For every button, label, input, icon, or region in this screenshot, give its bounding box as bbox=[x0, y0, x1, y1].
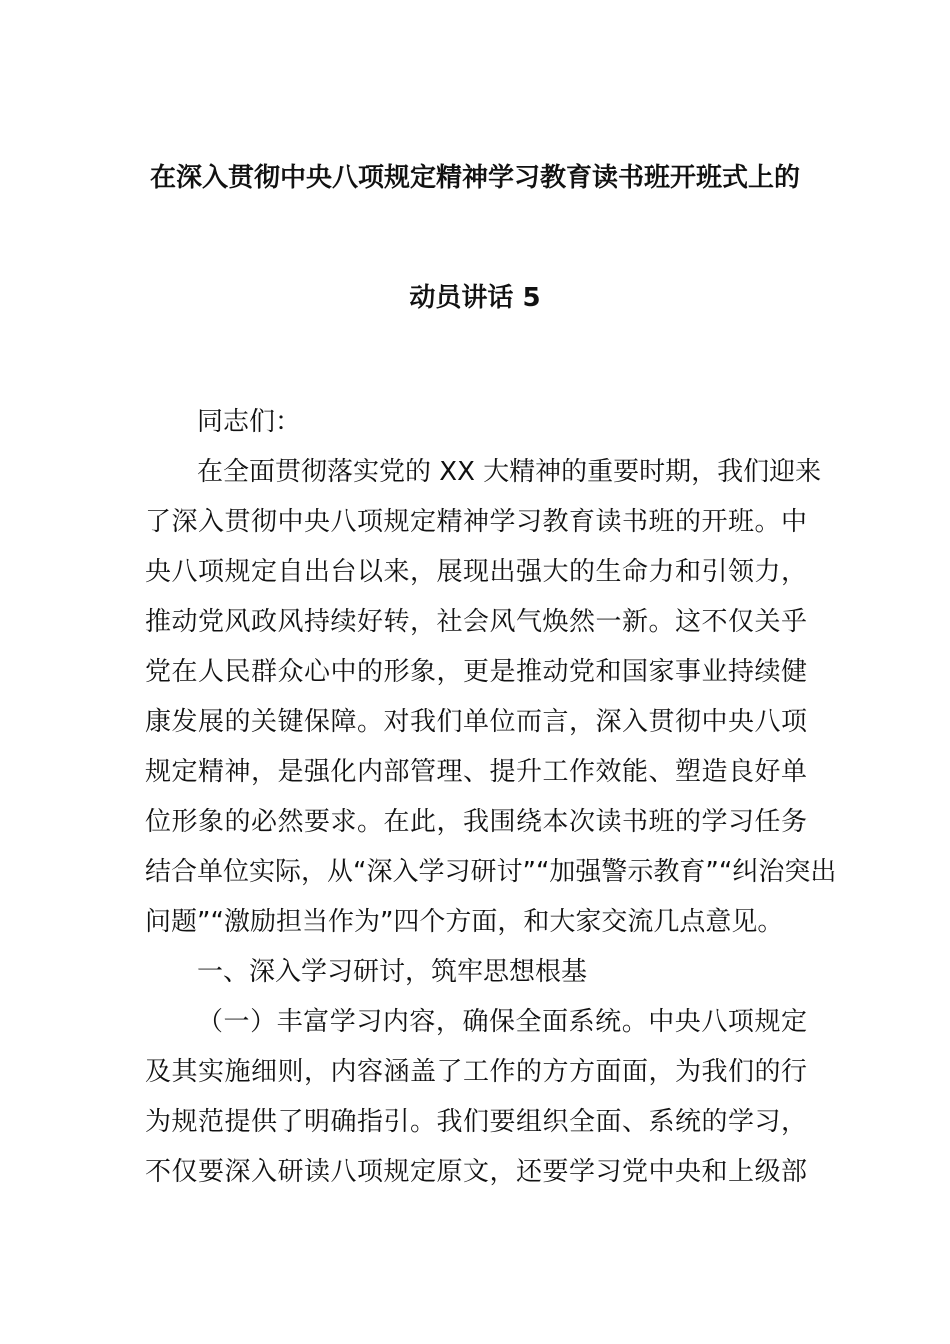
body-line: 康发展的关键保障。对我们单位而言，深入贯彻中央八项 bbox=[145, 707, 807, 737]
body-line: 党在人民群众心中的形象，更是推动党和国家事业持续健 bbox=[145, 657, 807, 687]
body-line: 位形象的必然要求。在此，我围绕本次读书班的学习任务 bbox=[145, 807, 807, 837]
body-line: 推动党风政风持续好转，社会风气焕然一新。这不仅关乎 bbox=[145, 607, 807, 637]
body-line: 结合单位实际，从“深入学习研讨”“加强警示教育”“纠治突出 bbox=[145, 857, 837, 887]
body-line: 不仅要深入研读八项规定原文，还要学习党中央和上级部 bbox=[145, 1157, 807, 1187]
title-line-2: 动员讲话 5 bbox=[409, 283, 541, 313]
body-line: 为规范提供了明确指引。我们要组织全面、系统的学习， bbox=[145, 1107, 807, 1137]
section-heading: 一、深入学习研讨，筑牢思想根基 bbox=[197, 957, 588, 987]
subsection-line: （一）丰富学习内容，确保全面系统。中央八项规定 bbox=[197, 1007, 807, 1037]
title-line-1: 在深入贯彻中央八项规定精神学习教育读书班开班式上的 bbox=[149, 163, 800, 193]
body-line: 及其实施细则，内容涵盖了工作的方方面面，为我们的行 bbox=[145, 1057, 807, 1087]
body-line: 央八项规定自出台以来，展现出强大的生命力和引领力， bbox=[145, 557, 807, 587]
body-line: 问题”“激励担当作为”四个方面，和大家交流几点意见。 bbox=[145, 907, 784, 937]
salutation: 同志们： bbox=[197, 407, 302, 437]
body-line: 了深入贯彻中央八项规定精神学习教育读书班的开班。中 bbox=[145, 507, 807, 537]
body-line: 规定精神，是强化内部管理、提升工作效能、塑造良好单 bbox=[145, 757, 807, 787]
body-line: 在全面贯彻落实党的 XX 大精神的重要时期，我们迎来 bbox=[197, 457, 822, 487]
